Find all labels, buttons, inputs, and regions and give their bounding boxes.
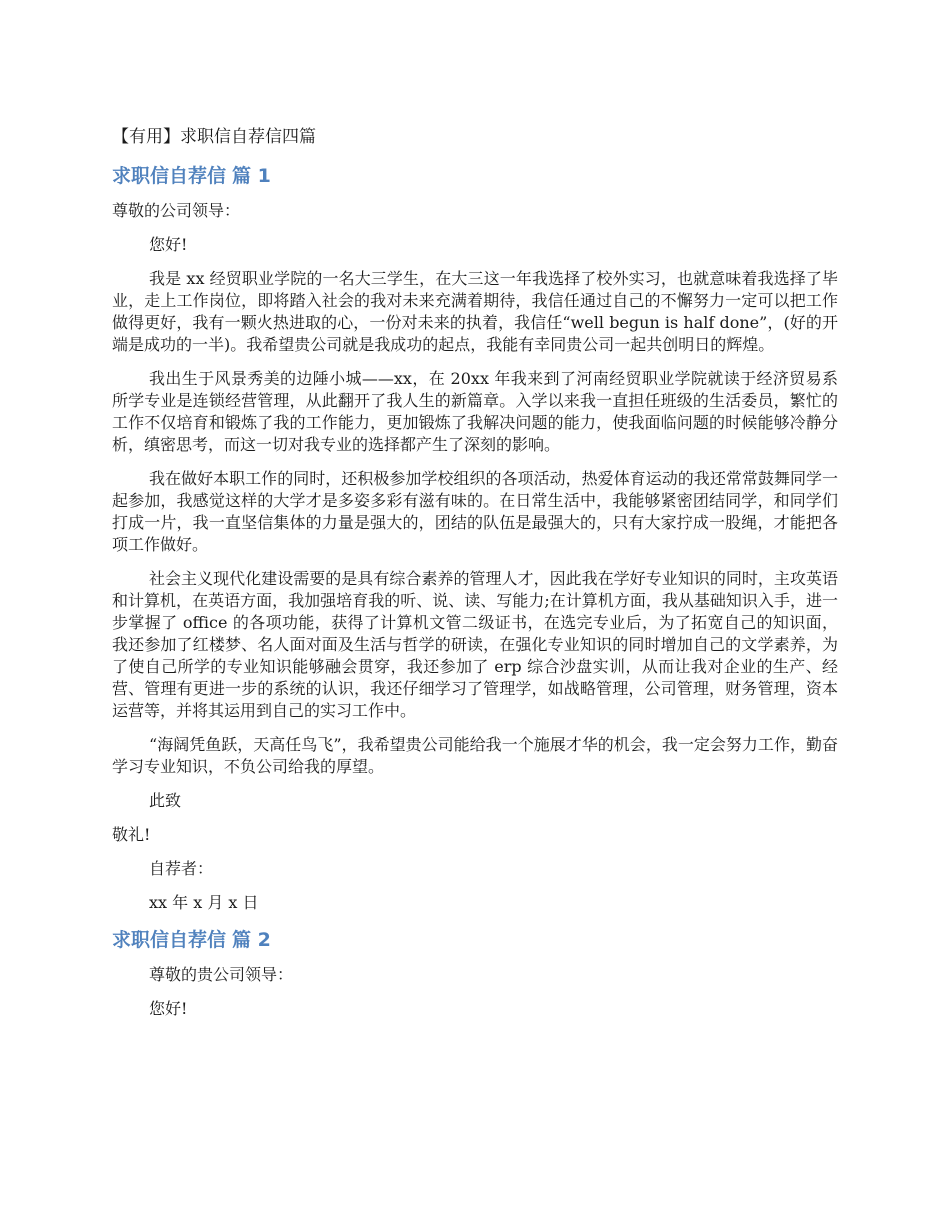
date: xx 年 x 月 x 日 — [149, 893, 259, 912]
document-title: 【有用】求职信自荐信四篇 — [112, 127, 316, 147]
section-heading-2 — [112, 926, 838, 954]
body-paragraph: 我在做好本职工作的同时，还积极参加学校组织的各项活动，热爱体育运动的我还常常鼓舞同学一起参加，我感觉这样的大学才是多姿多彩有滋有味的。在日常生活中，我能够紧密团结同学，和同学们打成一片，我一直坚信集体的力量是强大的，团结的队伍是最强大的，只有大家拧成一股绳，才能把各项工作做好。 — [112, 469, 838, 554]
salutation: 尊敬的公司领导： — [112, 201, 241, 220]
salutation: 尊敬的贵公司领导： — [149, 965, 294, 984]
closing: 此致 — [149, 791, 182, 810]
section-heading-text: 求职信自荐信 — [112, 165, 227, 187]
document-page — [112, 124, 838, 1032]
greeting: 您好! — [149, 235, 188, 254]
body-paragraph: 社会主义现代化建设需要的是具有综合素养的管理人才，因此我在学好专业知识的同时，主攻英语和计算机，在英语方面，我加强培育我的听、说、读、写能力;在计算机方面，我从基础知识入手，进一步掌握了 office 的各项功能，获得了计算机文管二级证书，在选完专业后，为了拓宽自己的知识面，我还参加了红楼梦、名人面对面及生活与哲学的研读，在强化专业知识的同时增加自己的文学素养，为了使自己所学的专业知识能够融会贯穿，我还参加了 erp 综合沙盘实训，从而让我对企业的生产、经营、管理有更进一步的系统的认识，我还仔细学习了管理学，如战略管理，公司管理，财务管理，资本运营等，并将其运用到自己的实习工作中。 — [112, 569, 838, 720]
body-paragraph: 我出生于风景秀美的边陲小城——xx，在 20xx 年我来到了河南经贸职业学院就读于经济贸易系所学专业是连锁经营管理，从此翻开了我人生的新篇章。入学以来我一直担任班级的生活委员，繁忙的工作不仅培育和锻炼了我的工作能力，更加锻炼了我解决问题的能力，使我面临问题的时候能够冷静分析，缜密思考，而这一切对我专业的选择都产生了深刻的影响。 — [112, 369, 838, 454]
body-paragraph: 我是 xx 经贸职业学院的一名大三学生，在大三这一年我选择了校外实习，也就意味着我选择了毕业，走上工作岗位，即将踏入社会的我对未来充满着期待，我信任通过自己的不懈努力一定可以把工作做得更好，我有一颗火热进取的心，一份对未来的执着，我信任“well begun is half done”，(好的开端是成功的一半)。我希望贵公司就是我成功的起点，我能有幸同贵公司一起共创明日的辉煌。 — [112, 269, 838, 354]
salute: 敬礼! — [112, 825, 151, 844]
section-heading-text: 求职信自荐信 — [112, 929, 227, 951]
section-heading-number: 篇 2 — [232, 929, 271, 951]
section-heading-1 — [112, 162, 838, 190]
greeting: 您好! — [149, 999, 188, 1018]
body-paragraph: “海阔凭鱼跃，天高任鸟飞”，我希望贵公司能给我一个施展才华的机会，我一定会努力工作，勤奋学习专业知识，不负公司给我的厚望。 — [112, 735, 838, 776]
signer: 自荐者： — [149, 859, 214, 878]
section-heading-number: 篇 1 — [232, 165, 271, 187]
